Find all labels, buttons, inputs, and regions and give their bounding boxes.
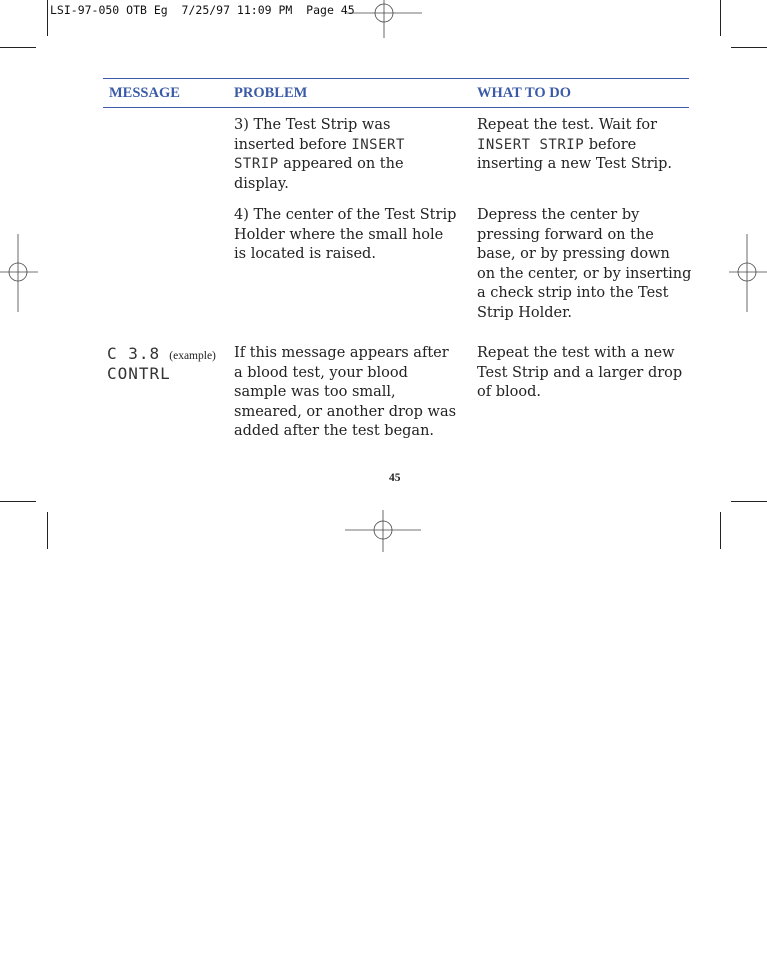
todo-text-row-1 — [477, 116, 692, 175]
page-number: 45 — [389, 472, 401, 484]
lcd-error-code: C 3.8 — [107, 344, 161, 363]
registration-mark-icon — [345, 510, 421, 552]
example-note: (example) — [169, 350, 216, 362]
problem-text-row-1 — [234, 116, 469, 194]
crop-mark — [731, 47, 767, 48]
registration-mark-icon — [0, 234, 38, 312]
todo-text-row-2: Depress the center by pressing forward on the base, or by pressing down on the center, or by inserting a check strip into the Test Strip Holder. — [477, 207, 692, 321]
header-bottom-rule — [103, 107, 689, 108]
problem-text-row-3: If this message appears after a blood test, your blood sample was too small, smeared, or another drop was added after the test began. — [234, 345, 457, 439]
lcd-display-text: INSERT — [351, 136, 405, 153]
lcd-error-message: CONTRL — [107, 364, 171, 383]
crop-mark — [720, 512, 721, 549]
message-cell-row-3 — [107, 344, 227, 383]
header-top-rule — [103, 78, 689, 79]
problem-text-row-2: 4) The center of the Test Strip Holder where the small hole is located is raised. — [234, 207, 457, 262]
crop-mark — [0, 501, 36, 502]
problem-text: appeared on the display. — [234, 156, 404, 192]
registration-mark-icon — [346, 0, 422, 40]
column-header-message: MESSAGE — [109, 85, 180, 101]
crop-mark — [731, 501, 767, 502]
problem-text: 3) The Test Strip was inserted before — [234, 117, 391, 153]
crop-mark — [0, 47, 36, 48]
lcd-display-text: STRIP — [234, 156, 279, 172]
crop-mark — [47, 512, 48, 549]
lcd-display-text: INSERT STRIP — [477, 136, 585, 153]
todo-text-row-3: Repeat the test with a new Test Strip and a larger drop of blood. — [477, 345, 683, 400]
todo-text: Repeat the test. Wait for — [477, 117, 658, 133]
registration-mark-icon — [729, 234, 767, 312]
crop-mark — [47, 0, 48, 36]
crop-mark — [720, 0, 721, 36]
print-slug-line: LSI-97-050 OTB Eg 7/25/97 11:09 PM Page 45 — [50, 3, 355, 17]
column-header-problem: PROBLEM — [234, 85, 308, 101]
column-header-what-to-do: WHAT TO DO — [477, 85, 572, 101]
todo-text: before inserting a new Test Strip. — [477, 136, 673, 172]
